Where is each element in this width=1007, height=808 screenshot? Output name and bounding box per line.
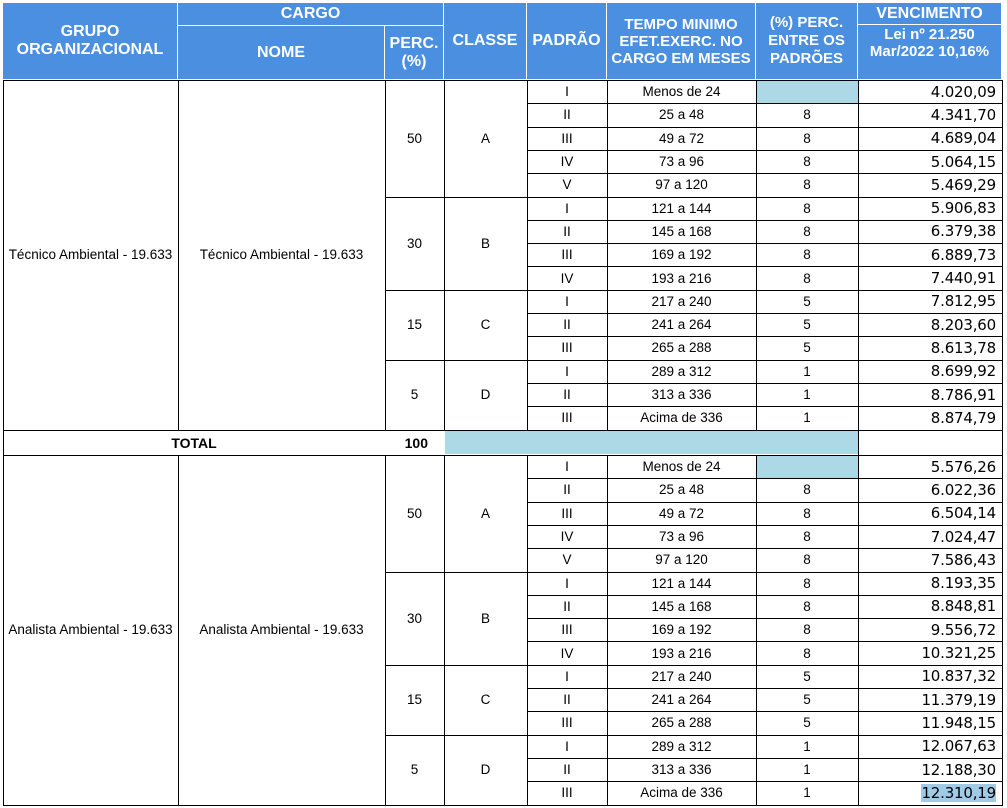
grid-line [3, 805, 1003, 806]
padrao-cell: II [563, 598, 571, 614]
padrao-cell: III [561, 340, 573, 356]
grid-line [527, 290, 1003, 291]
header-perc-padroes: (%) PERC. ENTRE OS PADRÕES [756, 3, 858, 80]
padrao-cell: III [561, 715, 573, 731]
grid-line [527, 173, 1003, 174]
vencimento-cell[interactable]: 11.379,19 [921, 690, 996, 709]
grid-line [527, 220, 1003, 221]
perc-padroes-cell: 5 [803, 340, 811, 356]
grid-line [3, 430, 4, 456]
vencimento-cell[interactable]: 12.067,63 [921, 737, 996, 756]
vencimento-cell[interactable]: 6.889,73 [930, 245, 996, 264]
padrao-cell: I [565, 293, 569, 309]
salary-table [3, 3, 1002, 807]
grid-line [858, 80, 859, 431]
vencimento-cell[interactable]: 4.341,70 [930, 105, 996, 124]
grid-line [385, 290, 528, 291]
tempo-cell: 73 a 96 [658, 154, 705, 170]
total-value: 100 [404, 434, 428, 451]
grid-line [444, 80, 445, 431]
perc-padroes-cell: 8 [803, 177, 811, 193]
vencimento-cell[interactable]: 8.699,92 [930, 362, 996, 381]
grid-line [527, 266, 1003, 267]
perc-padroes-cell: 8 [803, 529, 811, 545]
grid-line [527, 665, 1003, 666]
perc-padroes-cell: 8 [803, 130, 811, 146]
grid-line [527, 525, 1003, 526]
tempo-cell: Acima de 336 [640, 410, 723, 426]
grid-line [385, 665, 528, 666]
grid-line [1002, 80, 1003, 431]
tempo-cell: 241 a 264 [651, 317, 712, 333]
header-perc: PERC. (%) [385, 26, 444, 80]
grupo-cell: Analista Ambiental - 19.633 [8, 622, 173, 638]
tempo-cell: 313 a 336 [651, 762, 712, 778]
class-perc-cell: 30 [406, 610, 423, 626]
padrao-cell: I [565, 84, 569, 100]
grid-line [527, 313, 1003, 314]
grid-line [1002, 455, 1003, 806]
padrao-cell: IV [560, 645, 574, 661]
padrao-cell: I [565, 738, 569, 754]
header-tempo: TEMPO MINIMO EFET.EXERC. NO CARGO EM MESES [607, 3, 756, 80]
perc-padroes-cell: 1 [803, 363, 811, 379]
grid-line [527, 80, 528, 431]
vencimento-cell[interactable]: 10.321,25 [921, 644, 996, 663]
vencimento-cell[interactable]: 8.193,35 [930, 574, 996, 593]
selected-value-highlight: 12.310,19 [921, 783, 996, 802]
grid-line [3, 455, 1003, 456]
perc-padroes-cell: 1 [803, 785, 811, 801]
tempo-cell: 49 a 72 [658, 505, 705, 521]
padrao-cell: II [563, 317, 571, 333]
padrao-cell: I [565, 668, 569, 684]
perc-padroes-cell: 1 [803, 762, 811, 778]
perc-padroes-cell: 8 [803, 482, 811, 498]
perc-padroes-cell: 5 [803, 715, 811, 731]
grid-line [385, 735, 528, 736]
perc-padroes-cell: 8 [803, 107, 811, 123]
padrao-cell: III [561, 622, 573, 638]
class-perc-cell: 15 [406, 692, 423, 708]
grid-line [527, 336, 1003, 337]
padrao-cell: III [561, 505, 573, 521]
header-vencimento: VENCIMENTO [858, 3, 1002, 25]
class-perc-cell: 50 [406, 505, 423, 521]
total-label: TOTAL [171, 434, 217, 451]
header-lei: Lei nº 21.250 Mar/2022 10,16% [858, 25, 1002, 80]
vencimento-cell[interactable]: 4.689,04 [930, 129, 996, 148]
classe-cell: A [480, 130, 490, 146]
grid-line [607, 455, 608, 806]
perc-padroes-cell: 8 [803, 575, 811, 591]
grid-line [527, 360, 1003, 361]
grid-line [527, 406, 1003, 407]
classe-cell: D [480, 762, 491, 778]
grid-line [527, 103, 1003, 104]
padrao-cell: I [565, 575, 569, 591]
padrao-cell: V [562, 552, 572, 568]
vencimento-cell[interactable]: 7.024,47 [930, 527, 996, 546]
perc-padroes-cell [756, 80, 858, 103]
grid-line [3, 455, 4, 806]
vencimento-cell[interactable]: 6.022,36 [930, 480, 996, 499]
grid-line [527, 641, 1003, 642]
padrao-cell: I [565, 459, 569, 475]
vencimento-cell[interactable]: 10.837,32 [921, 667, 996, 686]
padrao-cell: II [563, 107, 571, 123]
perc-padroes-cell: 1 [803, 738, 811, 754]
padrao-cell: III [561, 247, 573, 263]
classe-cell: D [480, 387, 491, 403]
perc-padroes-cell: 1 [803, 387, 811, 403]
vencimento-cell[interactable]: 5.576,26 [930, 457, 996, 476]
tempo-cell: 193 a 216 [651, 270, 712, 286]
tempo-cell: 97 a 120 [655, 177, 708, 193]
grid-line [527, 455, 528, 806]
perc-padroes-cell: 8 [803, 622, 811, 638]
grid-line [858, 430, 859, 456]
vencimento-cell[interactable]: 9.556,72 [930, 620, 996, 639]
tempo-cell: 313 a 336 [651, 387, 712, 403]
padrao-cell: IV [560, 154, 574, 170]
classe-cell: C [480, 317, 491, 333]
tempo-cell: 169 a 192 [651, 247, 712, 263]
tempo-cell: Menos de 24 [642, 84, 721, 100]
grid-line [527, 758, 1003, 759]
tempo-cell: 289 a 312 [651, 738, 712, 754]
perc-padroes-cell: 8 [803, 552, 811, 568]
grid-line [527, 548, 1003, 549]
grid-line [527, 781, 1003, 782]
class-perc-cell: 50 [406, 130, 423, 146]
padrao-cell: II [563, 387, 571, 403]
vencimento-cell[interactable]: 6.379,38 [930, 222, 996, 241]
grid-line [527, 711, 1003, 712]
vencimento-cell[interactable]: 5.906,83 [930, 199, 996, 218]
tempo-cell: 97 a 120 [655, 552, 708, 568]
tempo-cell: 169 a 192 [651, 622, 712, 638]
perc-padroes-cell: 8 [803, 223, 811, 239]
vencimento-cell[interactable]: 5.469,29 [930, 175, 996, 194]
header-padrao: PADRÃO [527, 3, 607, 80]
vencimento-cell[interactable]: 8.848,81 [930, 597, 996, 616]
class-perc-cell: 15 [406, 317, 423, 333]
grid-line [756, 455, 757, 806]
tempo-cell: 241 a 264 [651, 692, 712, 708]
grid-line [527, 572, 1003, 573]
grid-line [385, 80, 386, 431]
grid-line [527, 197, 1003, 198]
vencimento-cell[interactable]: 4.020,09 [930, 82, 996, 101]
tempo-cell: 25 a 48 [658, 107, 705, 123]
padrao-cell: IV [560, 270, 574, 286]
padrao-cell: III [561, 410, 573, 426]
tempo-cell: Menos de 24 [642, 459, 721, 475]
grid-line [3, 80, 4, 431]
total-fill [445, 431, 858, 454]
perc-padroes-cell: 8 [803, 154, 811, 170]
vencimento-cell[interactable]: 7.440,91 [930, 269, 996, 288]
classe-cell: A [480, 505, 490, 521]
grid-line [527, 127, 1003, 128]
vencimento-cell[interactable]: 11.948,15 [921, 713, 996, 732]
header-nome: NOME [178, 26, 385, 80]
grid-line [444, 455, 445, 806]
tempo-cell: 121 a 144 [651, 200, 712, 216]
padrao-cell: II [563, 762, 571, 778]
vencimento-cell[interactable]: 7.586,43 [930, 550, 996, 569]
grid-line [527, 595, 1003, 596]
grid-line [385, 455, 386, 806]
grid-line [527, 735, 1003, 736]
perc-padroes-cell: 8 [803, 505, 811, 521]
tempo-cell: 193 a 216 [651, 645, 712, 661]
perc-padroes-cell: 5 [803, 293, 811, 309]
grid-line [527, 150, 1003, 151]
perc-padroes-cell: 8 [803, 645, 811, 661]
grid-line [527, 688, 1003, 689]
padrao-cell: I [565, 363, 569, 379]
grid-line [527, 478, 1003, 479]
grid-line [385, 197, 528, 198]
padrao-cell: III [561, 785, 573, 801]
grid-line [3, 80, 1003, 81]
nome-cell: Técnico Ambiental - 19.633 [199, 247, 364, 263]
tempo-cell: 49 a 72 [658, 130, 705, 146]
perc-padroes-cell: 5 [803, 692, 811, 708]
perc-padroes-cell: 1 [803, 410, 811, 426]
grid-line [178, 455, 179, 806]
padrao-cell: II [563, 223, 571, 239]
tempo-cell: 265 a 288 [651, 715, 712, 731]
header-grupo: GRUPO ORGANIZACIONAL [3, 3, 178, 80]
tempo-cell: 217 a 240 [651, 293, 712, 309]
nome-cell: Analista Ambiental - 19.633 [199, 622, 364, 638]
tempo-cell: 217 a 240 [651, 668, 712, 684]
vencimento-cell[interactable]: 7.812,95 [930, 292, 996, 311]
perc-padroes-cell: 8 [803, 270, 811, 286]
perc-padroes-cell: 5 [803, 317, 811, 333]
grupo-cell: Técnico Ambiental - 19.633 [8, 247, 173, 263]
grid-line [1002, 430, 1003, 456]
tempo-cell: 73 a 96 [658, 529, 705, 545]
tempo-cell: 145 a 168 [651, 598, 712, 614]
class-perc-cell: 30 [406, 235, 423, 251]
vencimento-cell[interactable]: 8.613,78 [930, 338, 996, 357]
padrao-cell: IV [560, 529, 574, 545]
padrao-cell: II [563, 692, 571, 708]
grid-line [527, 618, 1003, 619]
grid-line [858, 455, 859, 806]
vencimento-cell[interactable]: 12.188,30 [921, 760, 996, 779]
tempo-cell: 25 a 48 [658, 482, 705, 498]
grid-line [527, 383, 1003, 384]
class-perc-cell: 5 [410, 387, 419, 403]
perc-padroes-cell: 8 [803, 200, 811, 216]
padrao-cell: V [562, 177, 572, 193]
vencimento-cell[interactable] [858, 781, 1002, 804]
vencimento-cell[interactable]: 8.786,91 [930, 385, 996, 404]
grid-line [178, 80, 179, 431]
grid-line [527, 243, 1003, 244]
grid-line [756, 80, 757, 431]
tempo-cell: 289 a 312 [651, 363, 712, 379]
grid-line [385, 360, 528, 361]
vencimento-cell[interactable]: 6.504,14 [930, 504, 996, 523]
grid-line [607, 80, 608, 431]
perc-padroes-cell: 5 [803, 668, 811, 684]
vencimento-cell[interactable]: 5.064,15 [930, 152, 996, 171]
perc-padroes-cell: 8 [803, 247, 811, 263]
classe-cell: C [480, 692, 491, 708]
vencimento-cell[interactable]: 8.874,79 [930, 408, 996, 427]
tempo-cell: 145 a 168 [651, 223, 712, 239]
padrao-cell: I [565, 200, 569, 216]
grid-line [527, 502, 1003, 503]
grid-line [385, 572, 528, 573]
vencimento-cell[interactable]: 8.203,60 [930, 315, 996, 334]
padrao-cell: II [563, 482, 571, 498]
padrao-cell: III [561, 130, 573, 146]
tempo-cell: 121 a 144 [651, 575, 712, 591]
header-classe: CLASSE [444, 3, 527, 80]
classe-cell: B [480, 235, 490, 251]
perc-padroes-cell [756, 455, 858, 478]
tempo-cell: Acima de 336 [640, 785, 723, 801]
perc-padroes-cell: 8 [803, 598, 811, 614]
class-perc-cell: 5 [410, 762, 419, 778]
header-cargo: CARGO [178, 3, 444, 26]
classe-cell: B [480, 610, 490, 626]
tempo-cell: 265 a 288 [651, 340, 712, 356]
